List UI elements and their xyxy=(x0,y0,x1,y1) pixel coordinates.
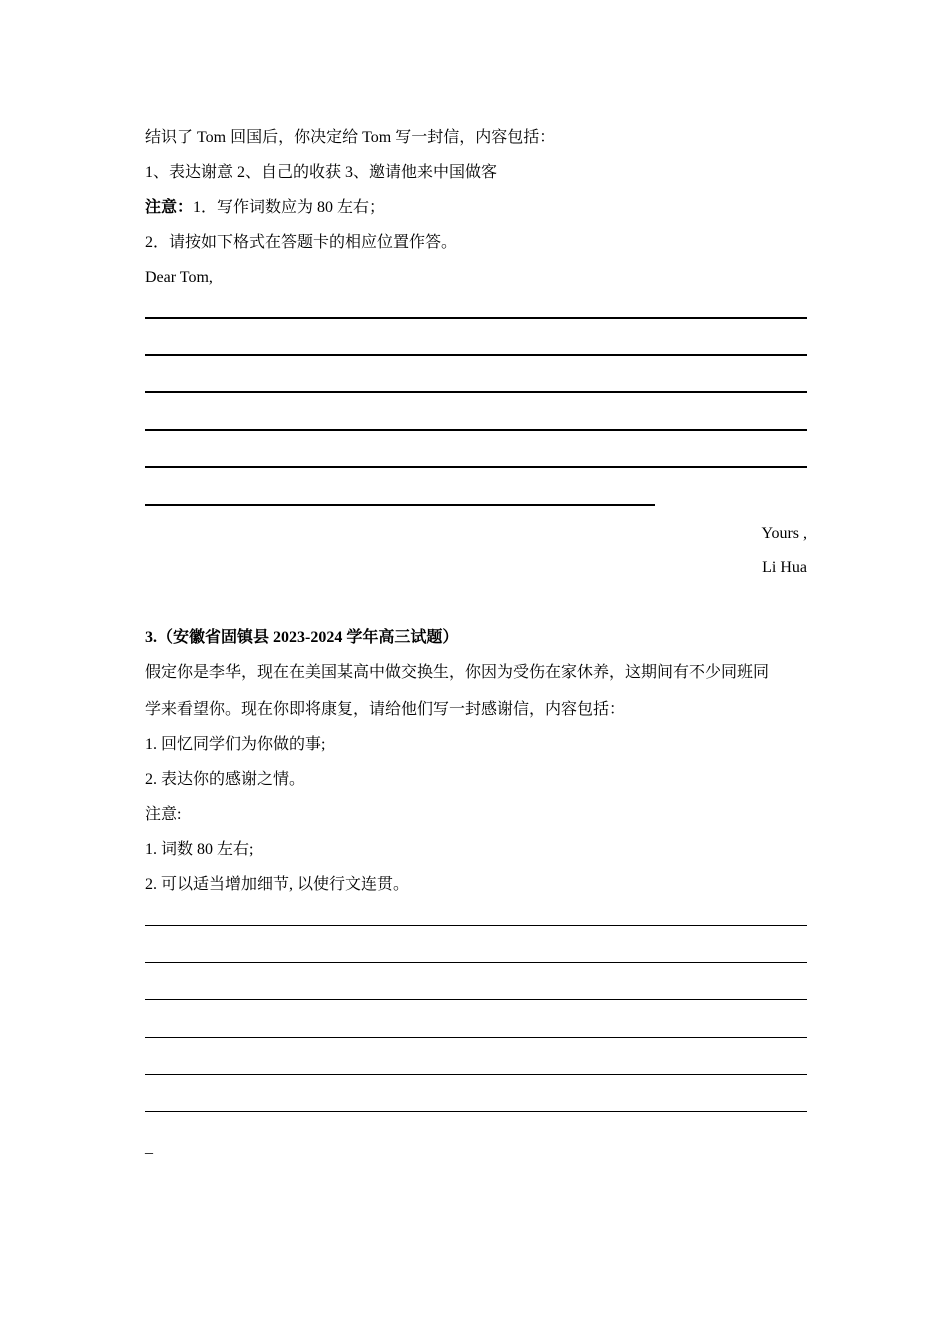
answer-line-short xyxy=(145,504,655,506)
trailing-underscore: _ xyxy=(145,1139,153,1156)
question-heading: 3.（安徽省固镇县 2023-2024 学年高三试题） xyxy=(145,629,459,646)
letter-closing: Yours , xyxy=(761,525,807,542)
note-item-3-1: 1. 词数 80 左右; xyxy=(145,841,254,858)
answer-line xyxy=(145,962,807,963)
letter-signature: Li Hua xyxy=(762,559,807,576)
letter-salutation: Dear Tom, xyxy=(145,269,213,286)
answer-line xyxy=(145,925,807,926)
task-points: 1、表达谢意 2、自己的收获 3、邀请他来中国做客 xyxy=(145,164,498,181)
answer-line xyxy=(145,1111,807,1112)
note-item-3-2: 2. 可以适当增加细节, 以使行文连贯。 xyxy=(145,876,410,893)
answer-line xyxy=(145,1074,807,1075)
answer-line xyxy=(145,354,807,356)
answer-line xyxy=(145,466,807,468)
task-note xyxy=(145,198,385,218)
note-item-1: 1．写作词数应为 80 左右； xyxy=(193,199,386,216)
prompt-line-1: 假定你是李华，现在在美国某高中做交换生，你因为受伤在家休养，这期间有不少同班同 xyxy=(145,664,770,681)
answer-line xyxy=(145,429,807,431)
note-item-2: 2．请按如下格式在答题卡的相应位置作答。 xyxy=(145,234,458,251)
note-label: 注意： xyxy=(145,199,194,216)
answer-line xyxy=(145,391,807,393)
answer-line xyxy=(145,317,807,319)
note-label-3: 注意: xyxy=(145,806,182,823)
content-item-2: 2. 表达你的感谢之情。 xyxy=(145,771,306,788)
content-item-1: 1. 回忆同学们为你做的事; xyxy=(145,736,326,753)
prompt-line-2: 学来看望你。现在你即将康复，请给他们写一封感谢信，内容包括： xyxy=(145,701,626,718)
answer-line xyxy=(145,999,807,1000)
answer-line xyxy=(145,1037,807,1038)
task-intro: 结识了 Tom 回国后，你决定给 Tom 写一封信，内容包括： xyxy=(145,129,556,146)
